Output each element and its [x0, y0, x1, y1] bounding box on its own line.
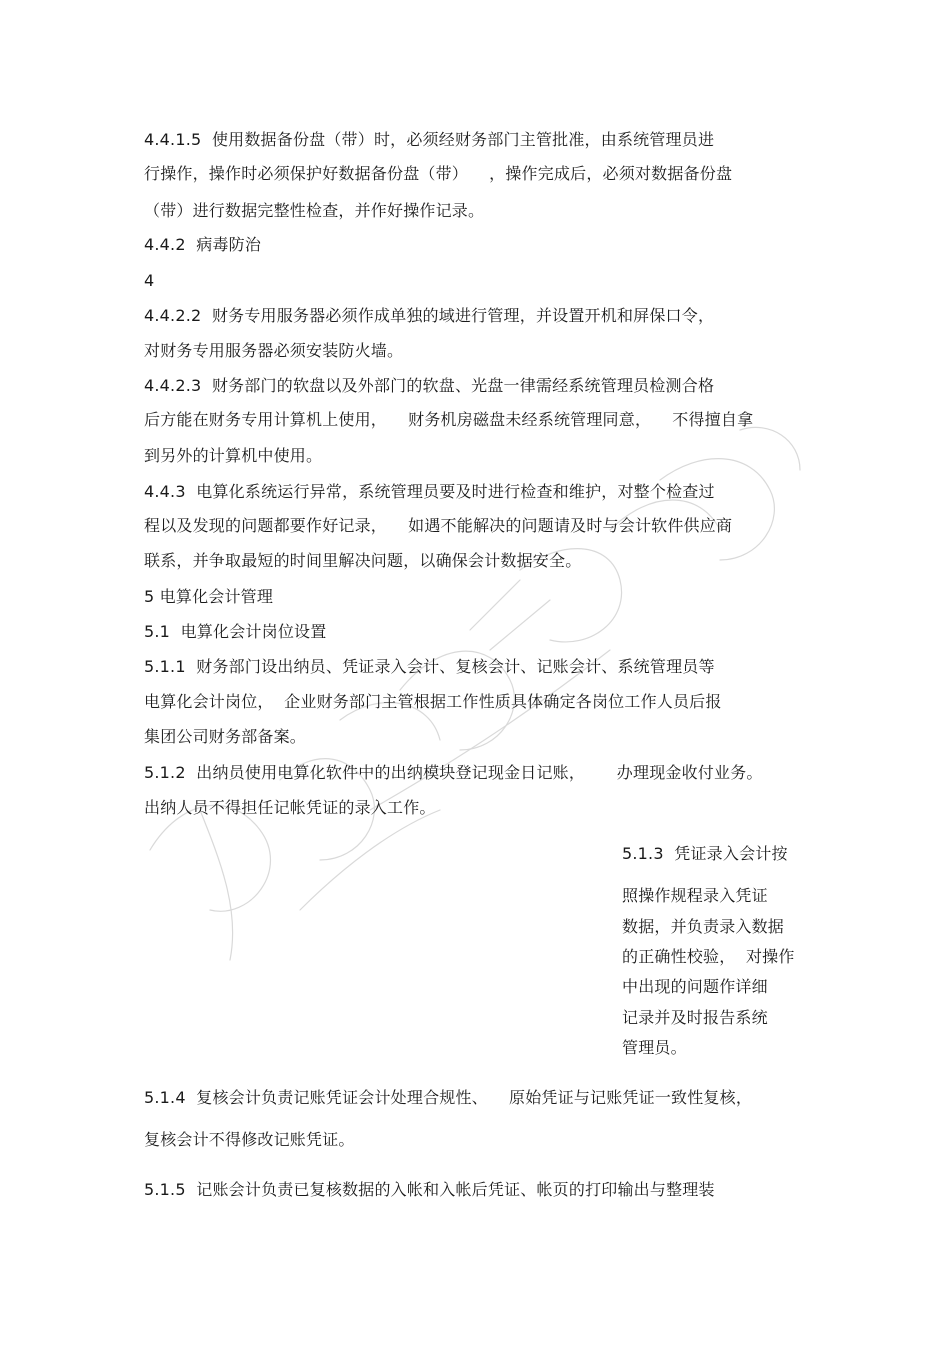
text-line: （带）进行数据完整性检查，并作好操作记录。 — [144, 201, 485, 220]
text-line: 4.4.1.5 使用数据备份盘（带）时，必须经财务部门主管批准，由系统管理员进 — [144, 130, 715, 149]
text-line: 5.1.4 复核会计负责记账凭证会计处理合规性、 原始凭证与记账凭证一致性复核， — [144, 1088, 753, 1107]
text-line: 后方能在财务专用计算机上使用， 财务机房磁盘未经系统管理同意， 不得擅自拿 — [144, 410, 754, 429]
text-line: 4 — [144, 271, 155, 290]
text-line: 电算化会计岗位， 企业财务部门主管根据工作性质具体确定各岗位工作人员后报 — [144, 692, 722, 711]
text-line: 出纳人员不得担任记帐凭证的录入工作。 — [144, 798, 436, 817]
text-line: 中出现的问题作详细 — [622, 977, 768, 996]
section-heading: 4.4.2 病毒防治 — [144, 235, 262, 254]
text-line: 集团公司财务部备案。 — [144, 727, 307, 746]
text-line: 的正确性校验， 对操作 — [622, 947, 795, 966]
text-line: 5.1.1 财务部门设出纳员、凭证录入会计、复核会计、记账会计、系统管理员等 — [144, 657, 715, 676]
text-line: 对财务专用服务器必须安装防火墙。 — [144, 341, 404, 360]
text-line: 4.4.2.2 财务专用服务器必须作成单独的域进行管理，并设置开机和屏保口令， — [144, 306, 715, 325]
text-line: 4.4.2.3 财务部门的软盘以及外部门的软盘、光盘一律需经系统管理员检测合格 — [144, 376, 715, 395]
section-heading: 5.1 电算化会计岗位设置 — [144, 622, 327, 641]
section-heading: 5 电算化会计管理 — [144, 587, 274, 606]
text-line: 复核会计不得修改记账凭证。 — [144, 1130, 355, 1149]
text-line: 照操作规程录入凭证 — [622, 886, 768, 905]
text-line: 到另外的计算机中使用。 — [144, 446, 323, 465]
text-line: 程以及发现的问题都要作好记录， 如遇不能解决的问题请及时与会计软件供应商 — [144, 516, 733, 535]
text-line: 数据，并负责录入数据 — [622, 917, 785, 936]
text-line: 5.1.2 出纳员使用电算化软件中的出纳模块登记现金日记账， 办理现金收付业务。 — [144, 763, 763, 782]
text-line: 联系，并争取最短的时间里解决问题，以确保会计数据安全。 — [144, 551, 582, 570]
text-line: 管理员。 — [622, 1038, 687, 1057]
text-line: 5.1.5 记账会计负责已复核数据的入帐和入帐后凭证、帐页的打印输出与整理装 — [144, 1180, 715, 1199]
text-line: 记录并及时报告系统 — [622, 1008, 768, 1027]
text-line: 行操作，操作时必须保护好数据备份盘（带） ，操作完成后，必须对数据备份盘 — [144, 164, 733, 183]
text-line: 5.1.3 凭证录入会计按 — [622, 844, 788, 863]
text-line: 4.4.3 电算化系统运行异常，系统管理员要及时进行检查和维护，对整个检查过 — [144, 482, 715, 501]
